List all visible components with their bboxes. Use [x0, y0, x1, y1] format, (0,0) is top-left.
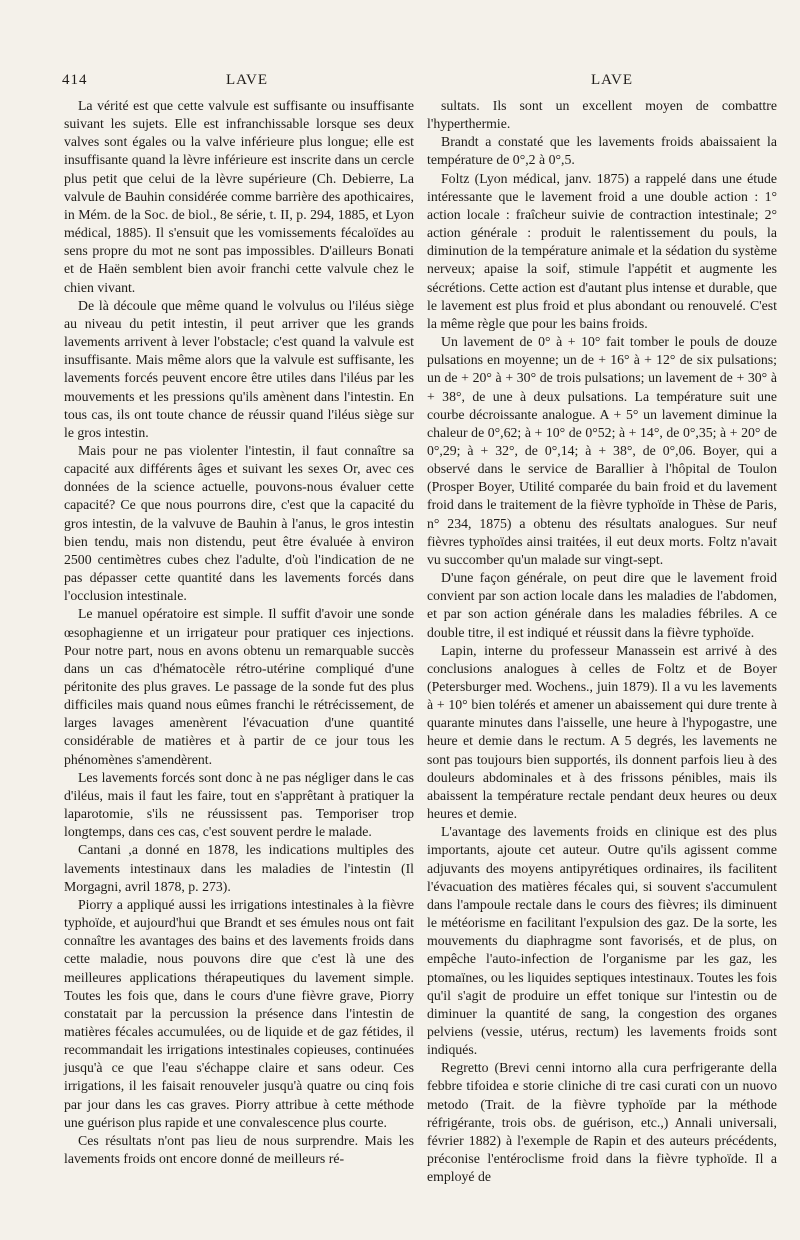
- paragraph: sultats. Ils sont un excellent moyen de combattre l'hyperthermie.: [427, 98, 777, 132]
- page-number: 414: [62, 72, 88, 88]
- paragraph: Le manuel opératoire est simple. Il suffit d'avoir une sonde œsophagienne et un irrigateur pour pratiquer ces injections. Pour notre part, nous en avons obtenu un remarquable succès dans un cas d'hématocèle rétro-utérine compliqué d'une péritonite des plus graves. Le passage de la sonde fut des plus difficiles mais quand nous eûmes franchi le rétrécissement, de larges lavages amenèrent l'évacuation d'une quantité considérable de matières et à partir de ce jour tous les phénomènes s'amendèrent.: [64, 606, 414, 767]
- paragraph: Ces résultats n'ont pas lieu de nous surprendre. Mais les lavements froids ont encore donné de meilleurs ré-: [64, 1132, 414, 1167]
- right-column: [427, 97, 777, 1186]
- left-column: [64, 97, 414, 1168]
- paragraph: Les lavements forcés sont donc à ne pas négliger dans le cas d'iléus, mais il faut les faire, tout en s'apprêtant à pratiquer la laparotomie, s'ils ne réussissent pas. Temporiser trop longtemps, dans ces cas, c'est souvent perdre le malade.: [64, 769, 414, 840]
- running-head-right: LAVE: [591, 72, 634, 88]
- paragraph: Foltz (Lyon médical, janv. 1875) a rappelé dans une étude intéressante que le lavement froid a une double action : 1° action locale : fraîcheur suivie de contraction intestinale; 2° action générale : produit le ralentissement du pouls, la diminution de la température animale et la sédation du système nerveux; apaise la soif, stimule l'appétit et augmente les sécrétions. Cette action est d'autant plus intense et durable, que le lavement est plus froid et plus abondant ou renouvelé. C'est la même règle que pour les bains froids.: [427, 170, 777, 331]
- paragraph: Un lavement de 0° à + 10° fait tomber le pouls de douze pulsations en moyenne; un de + 16° à + 12° de six pulsations; un de + 20° à + 30° de trois pulsations; un lavement de + 30° à + 38°, de une à deux pulsations. La température suit une courbe décroissante analogue. A + 5° un lavement diminue la chaleur de 0°,62; à + 10° de 0°52; à + 14°, de 0°,35; à + 20° de 0°,29; à + 32°, de 0°,14; à + 38°, de 0°,06. Boyer, qui a observé dans le service de Barallier à l'hôpital de Toulon (Prosper Boyer, Utilité comparée du bain froid et du lavement froid dans le traitement de la fièvre typhoïde in Thèse de Paris, n° 234, 1875) a obtenu des résultats analogues. Sur neuf fièvres typhoïdes ainsi traitées, il eut deux morts. Foltz n'avait vu succomber qu'un malade sur vingt-sept.: [427, 334, 777, 567]
- paragraph: Brandt a constaté que les lavements froids abaissaient la température de 0°,2 à 0°,5.: [427, 134, 777, 168]
- paragraph: Lapin, interne du professeur Manassein est arrivé à des conclusions analogues à celles de Foltz et de Boyer (Petersburger med. Wochens., juin 1879). Il a vu les lavements à + 10° bien tolérés et amener un abaissement qui dure trente à quarante minutes dans l'aisselle, une heure à l'hypogastre, une heure et demie dans le rectum. A 5 degrés, les lavements ne sont pas toujours bien supportés, ils donnent parfois lieu à des douleurs abdominales et à des frissons pénibles, mais ils abaissent la température rectale pendant deux heures ou deux heures et demie.: [427, 642, 777, 822]
- paragraph: Mais pour ne pas violenter l'intestin, il faut connaître sa capacité aux différents âges et suivant les sexes Or, avec ces données de la science actuelle, pouvons-nous évaluer cette capacité? Ce que nous pourrons dire, c'est que la capacité du gros intestin, de la valvuve de Bauhin à l'anus, le gros intestin bien tendu, mais non distendu, peut être évaluée à environ 2500 centimètres cubes chez l'adulte, d'où l'indication de ne pas dépasser cette quantité dans les lavements forcés dans l'occlusion intestinale.: [64, 442, 414, 604]
- paragraph: La vérité est que cette valvule est suffisante ou insuffisante suivant les sujets. Elle est infranchissable lorsque ses deux valves sont égales ou la valve inférieure plus longue; elle est insuffisante quand la lèvre inférieure est inscrite dans un cercle plus petit que celui de la lèvre supérieure (Ch. Debierre, La valvule de Bauhin considérée comme barrière des apothicaires, in Mém. de la Soc. de biol., 8e série, t. II, p. 294, 1885, et Lyon médical, 1885). Il s'ensuit que les vomissements fécaloïdes au sens propre du mot ne sont pas impossibles. D'ailleurs Bonati et de Haën semblent bien avoir franchi cette valvule chez le chien vivant.: [64, 98, 414, 295]
- page-header: [0, 72, 800, 92]
- paragraph: Piorry a appliqué aussi les irrigations intestinales à la fièvre typhoïde, et aujourd'hui que Brandt et ses émules nous ont fait connaître les avantages des bains et des lavements froids dans cette maladie, nous pouvons dire que c'est là une des meilleures applications thérapeutiques du lavement simple. Toutes les fois que, dans le cours d'une fièvre grave, Piorry constatait par la percussion la présence dans l'intestin de matières fécales accumulées, ou de liquide et de gaz fétides, il recommandait les irrigations intestinales copieuses, continuées jusqu'à ce que l'eau s'échappe claire et sans odeur. Ces irrigations, il les faisait renouveler jusqu'à quatre ou cinq fois par jour dans les cas graves. Piorry attribue à cette méthode une guérison plus rapide et une convalescence plus courte.: [64, 896, 414, 1130]
- paragraph: D'une façon générale, on peut dire que le lavement froid convient par son action locale dans les maladies de l'abdomen, et par son action générale dans les maladies fébriles. A ce double titre, il est indiqué et réussit dans la fièvre typhoïde.: [427, 570, 777, 640]
- running-head-left: LAVE: [226, 72, 269, 88]
- paragraph: De là découle que même quand le volvulus ou l'iléus siège au niveau du petit intestin, il peut arriver que les grands lavements arrivent à lever l'obstacle; c'est quand la valvule est insuffisante. Mais même alors que la valvule est suffisante, les lavements forcés peuvent encore être utiles dans l'iléus par les mouvements et les pressions qu'ils amènent dans l'intestin. En tous cas, ils ont toute chance de réussir quand l'iléus siège sur le gros intestin.: [64, 297, 414, 440]
- paragraph: Cantani ,a donné en 1878, les indications multiples des lavements intestinaux dans les maladies de l'intestin (Il Morgagni, avril 1878, p. 273).: [64, 842, 414, 894]
- paragraph: L'avantage des lavements froids en clinique est des plus importants, ajoute cet auteur. Outre qu'ils agissent comme adjuvants des moyens antipyrétiques ordinaires, ils facilitent l'évacuation des matières fécales qui, si souvent s'accumulent dans l'ampoule rectale dans le cours des fièvres; ils diminuent le météorisme en facilitant l'expulsion des gaz. De la sorte, les mouvements du diaphragme sont favorisés, et de plus, on empêche l'auto-infection de l'organisme par les gaz, les ptomaïnes, ou les liquides septiques intestinaux. Toutes les fois qu'il s'agit de produire un effet tonique sur l'intestin ou de diminuer la quantité de sang, la congestion des organes pelviens (vessie, utérus, rectum) les lavements froids sont indiqués.: [427, 824, 777, 1058]
- paragraph: Regretto (Brevi cenni intorno alla cura perfrigerante della febbre tifoidea e storie cliniche di tre casi curati con un nuovo metodo (Trait. de la fièvre typhoïde par la méthode réfrigérante, trois obs. de guérison, etc.,) Annali universali, février 1882) à l'exemple de Rapin et des auteurs précédents, préconise l'entéroclisme froid dans la fièvre typhoïde. Il a employé de: [427, 1060, 777, 1185]
